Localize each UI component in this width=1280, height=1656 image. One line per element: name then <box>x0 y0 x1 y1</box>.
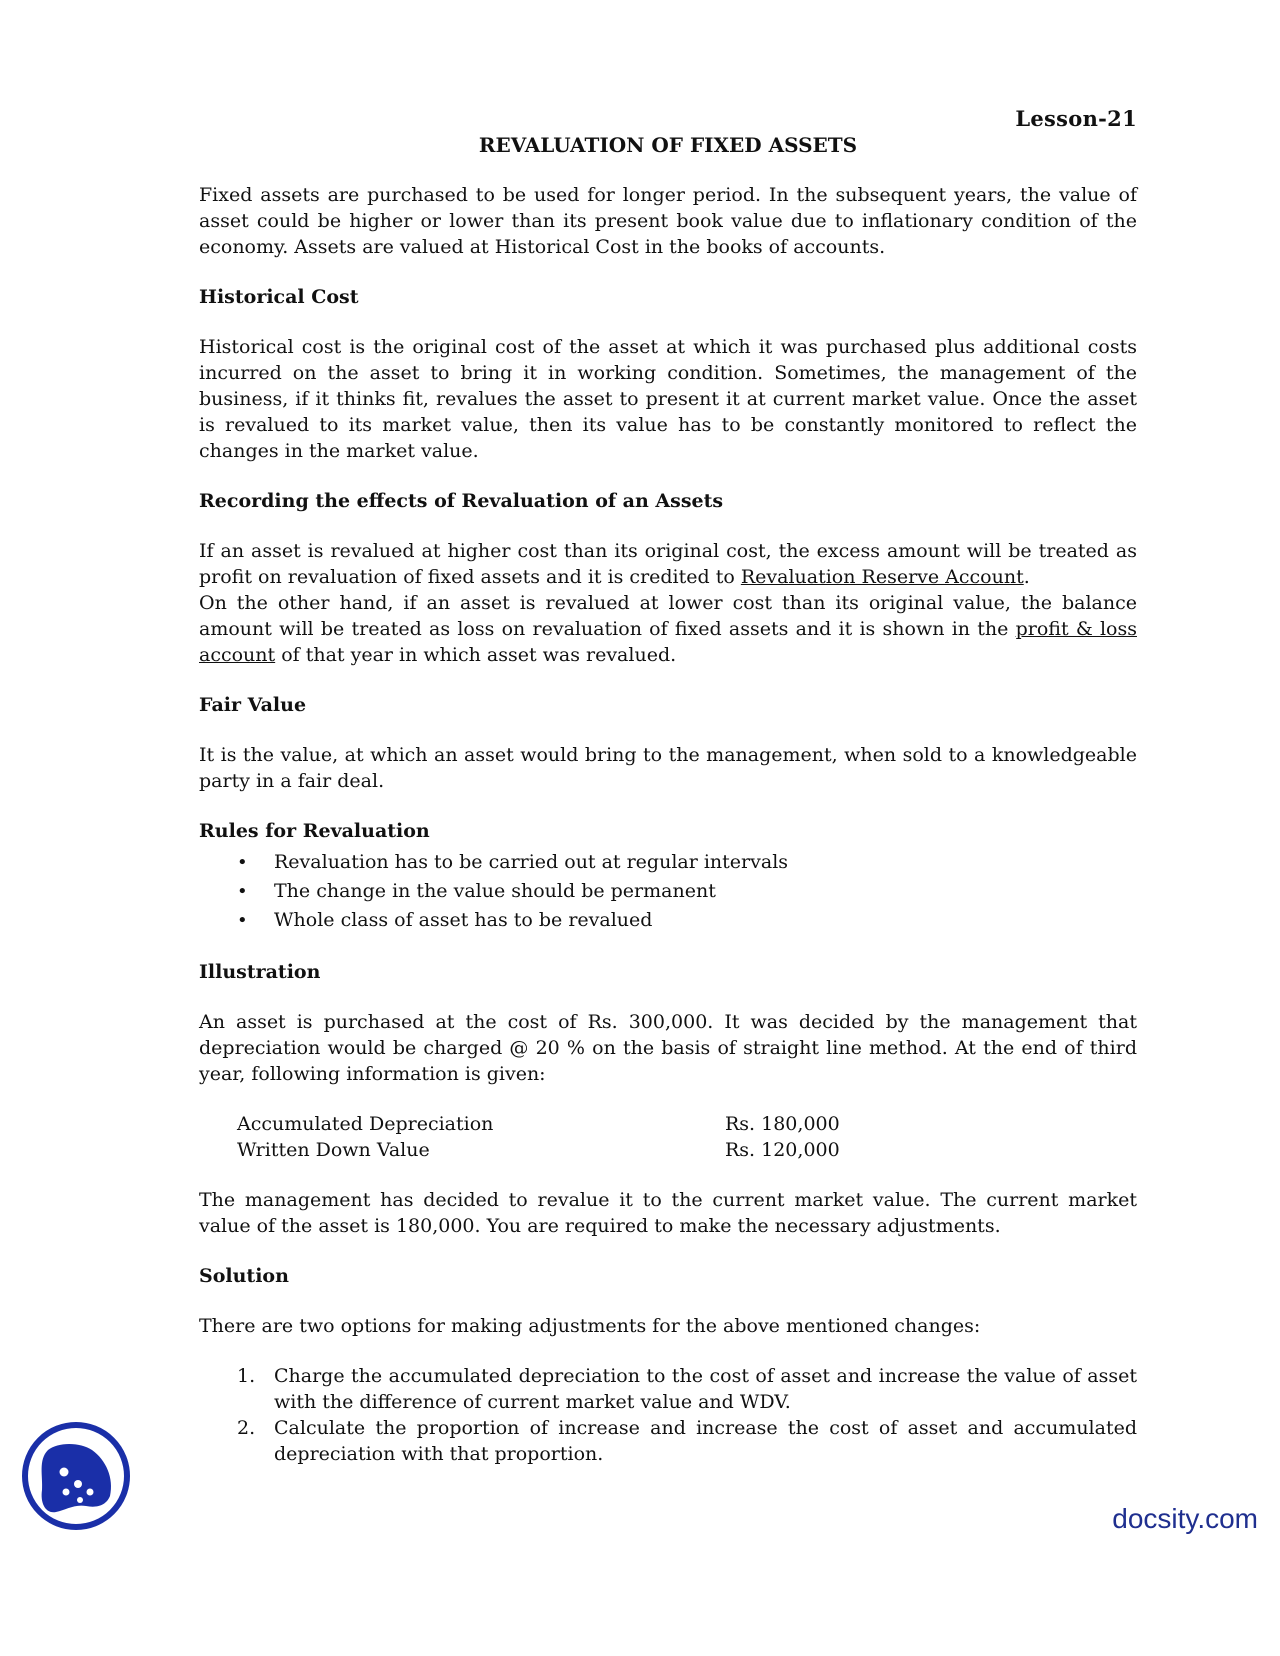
solution-options-list <box>199 1363 1137 1467</box>
recording-p1-text: If an asset is revalued at higher cost than its original cost, the excess amount will be treated as profit on revaluation of fixed assets and it is credited to <box>199 540 1137 588</box>
option-text: Calculate the proportion of increase and increase the cost of asset and accumulated depreciation with that proportion. <box>274 1417 1137 1465</box>
lesson-number: Lesson-21 <box>1015 106 1137 131</box>
rule-text: Whole class of asset has to be revalued <box>274 909 653 931</box>
docsity-logo-icon[interactable] <box>20 1420 132 1532</box>
option-number: 2. <box>237 1417 256 1439</box>
historical-cost-heading: Historical Cost <box>199 286 359 308</box>
recording-p2-text: On the other hand, if an asset is revalued at lower cost than its original value, the balance amount will be treated as loss on revaluation of fixed assets and it is shown in the <box>199 592 1137 640</box>
fair-value-heading: Fair Value <box>199 694 307 716</box>
list-item <box>199 906 1137 935</box>
bullet-icon: • <box>237 910 248 931</box>
figure-label: Written Down Value <box>237 1139 430 1161</box>
list-item <box>199 1415 1137 1467</box>
illustration-heading: Illustration <box>199 961 321 983</box>
page-title: REVALUATION OF FIXED ASSETS <box>478 133 858 157</box>
recording-p1-end: . <box>1023 566 1030 588</box>
table-row <box>237 1137 840 1163</box>
profit-loss-link[interactable]: profit & loss account <box>199 618 1137 666</box>
figure-value: Rs. 180,000 <box>725 1113 840 1135</box>
table-row <box>237 1111 840 1137</box>
docsity-brand-link[interactable]: docsity.com <box>1112 1503 1258 1534</box>
list-item <box>199 877 1137 906</box>
option-text: Charge the accumulated depreciation to the cost of asset and increase the value of asset with the difference of current market value and WDV. <box>274 1365 1137 1413</box>
recording-p2-end: of that year in which asset was revalued. <box>275 644 677 666</box>
bullet-icon: • <box>237 852 248 873</box>
rules-list <box>199 848 1137 935</box>
document-page <box>199 100 1137 1467</box>
figure-value: Rs. 120,000 <box>725 1139 840 1161</box>
illustration-figures-table <box>237 1111 840 1163</box>
list-item <box>199 848 1137 877</box>
rule-text: The change in the value should be permanent <box>274 880 716 902</box>
figure-label: Accumulated Depreciation <box>237 1113 494 1135</box>
list-item <box>199 1363 1137 1415</box>
historical-cost-paragraph: Historical cost is the original cost of the asset at which it was purchased plus additional costs incurred on the asset to bring it in working condition. Sometimes, the management of the business, if it thinks fit, revalues the asset to present it at current market value. Once the asset is revalued to its market value, then its value has to be constantly monitored to reflect the changes in the market value. <box>199 336 1137 462</box>
rules-heading: Rules for Revaluation <box>199 820 430 842</box>
option-number: 1. <box>237 1365 256 1387</box>
rule-text: Revaluation has to be carried out at regular intervals <box>274 851 789 873</box>
revaluation-reserve-link[interactable]: Revaluation Reserve Account <box>740 566 1024 588</box>
fair-value-paragraph: It is the value, at which an asset would bring to the management, when sold to a knowledgeable party in a fair deal. <box>199 744 1137 792</box>
intro-paragraph: Fixed assets are purchased to be used for longer period. In the subsequent years, the value of asset could be higher or lower than its present book value due to inflationary condition of the economy. Assets are valued at Historical Cost in the books of accounts. <box>199 184 1137 258</box>
bullet-icon: • <box>237 881 248 902</box>
illustration-paragraph: An asset is purchased at the cost of Rs. 300,000. It was decided by the management that depreciation would be charged @ 20 % on the basis of straight line method. At the end of third year, following information is given: <box>199 1011 1137 1085</box>
recording-paragraph-2 <box>199 590 1137 668</box>
illustration-after-paragraph: The management has decided to revalue it to the current market value. The current market value of the asset is 180,000. You are required to make the necessary adjustments. <box>199 1189 1137 1237</box>
solution-paragraph: There are two options for making adjustments for the above mentioned changes: <box>199 1315 981 1337</box>
solution-heading: Solution <box>199 1265 289 1287</box>
recording-paragraph-1 <box>199 538 1137 590</box>
recording-effects-heading: Recording the effects of Revaluation of an Assets <box>199 490 724 512</box>
